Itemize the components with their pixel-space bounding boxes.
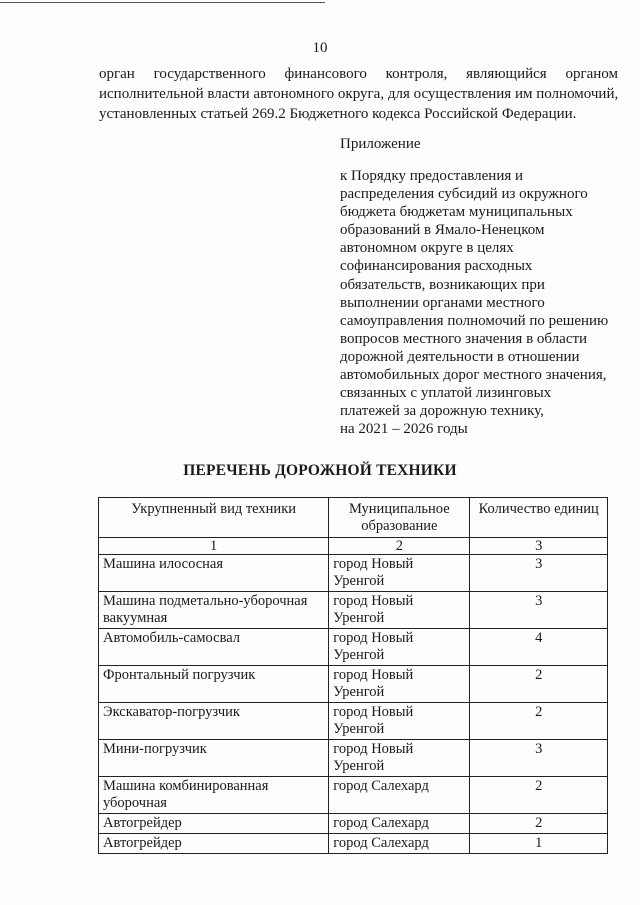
- document-title: ПЕРЕЧЕНЬ ДОРОЖНОЙ ТЕХНИКИ: [183, 462, 457, 479]
- table-row: [99, 555, 608, 592]
- column-number: 2: [329, 538, 470, 555]
- equipment-type-cell: Машина илососная: [99, 555, 329, 592]
- municipality-cell: город Новый Уренгой: [329, 666, 470, 703]
- equipment-type-cell: Автогрейдер: [99, 834, 329, 854]
- appendix-line: к Порядку предоставления и: [340, 168, 524, 184]
- header-quantity: Количество единиц: [470, 498, 608, 538]
- quantity-cell: 2: [470, 777, 608, 814]
- quantity-cell: 2: [470, 703, 608, 740]
- intro-line: установленных статьей 269.2 Бюджетного кодекса Российской Федерации.: [99, 106, 577, 122]
- page-number: 10: [312, 40, 328, 56]
- equipment-type-cell: Машина подметально-уборочная вакуумная: [99, 592, 329, 629]
- intro-paragraph: [99, 64, 618, 124]
- appendix-line: образований в Ямало-Ненецком: [340, 222, 545, 239]
- equipment-type-cell: Машина комбинированная уборочная: [99, 777, 329, 814]
- table-row: [99, 814, 608, 834]
- table-row: [99, 740, 608, 777]
- equipment-table: [98, 497, 608, 854]
- table-row: [99, 703, 608, 740]
- top-rule: [0, 2, 325, 3]
- appendix-line: выполнении органами местного: [340, 294, 545, 311]
- quantity-cell: 4: [470, 629, 608, 666]
- municipality-cell: город Салехард: [329, 834, 470, 854]
- appendix-line: платежей за дорожную технику,: [340, 403, 544, 420]
- municipality-cell: город Новый Уренгой: [329, 592, 470, 629]
- column-number: 3: [470, 538, 608, 555]
- appendix-line: автономном округе в целях: [340, 240, 514, 257]
- equipment-type-cell: Фронтальный погрузчик: [99, 666, 329, 703]
- equipment-type-cell: Автомобиль-самосвал: [99, 629, 329, 666]
- table-row: [99, 629, 608, 666]
- table-row: [99, 592, 608, 629]
- municipality-cell: город Новый Уренгой: [329, 740, 470, 777]
- header-municipality: Муниципальное образование: [329, 498, 470, 538]
- table-header-row: [99, 498, 608, 538]
- appendix-line: бюджета бюджетам муниципальных: [340, 204, 573, 221]
- municipality-cell: город Салехард: [329, 814, 470, 834]
- appendix-line: самоуправления полномочий по решению: [340, 312, 609, 329]
- quantity-cell: 3: [470, 740, 608, 777]
- quantity-cell: 1: [470, 834, 608, 854]
- table-row: [99, 666, 608, 703]
- intro-line: исполнительной власти автономного округа, для осуществления им полномочий,: [99, 86, 619, 102]
- municipality-cell: город Новый Уренгой: [329, 629, 470, 666]
- equipment-type-cell: Мини-погрузчик: [99, 740, 329, 777]
- intro-line: орган государственного финансового контроля, являющийся органом: [99, 66, 618, 82]
- appendix-body: [340, 167, 625, 438]
- appendix-line: софинансирования расходных: [340, 258, 533, 275]
- appendix-line: дорожной деятельности в отношении: [340, 348, 580, 365]
- appendix-line: автомобильных дорог местного значения,: [340, 367, 607, 384]
- quantity-cell: 3: [470, 555, 608, 592]
- appendix-line: вопросов местного значения в области: [340, 330, 588, 347]
- municipality-cell: город Новый Уренгой: [329, 555, 470, 592]
- appendix-line: распределения субсидий из окружного: [340, 186, 588, 203]
- quantity-cell: 2: [470, 666, 608, 703]
- municipality-cell: город Новый Уренгой: [329, 703, 470, 740]
- appendix-line: обязательств, возникающих при: [340, 276, 545, 293]
- appendix-title: Приложение: [340, 136, 421, 152]
- quantity-cell: 2: [470, 814, 608, 834]
- municipality-cell: город Салехард: [329, 777, 470, 814]
- table-row: [99, 834, 608, 854]
- table-row: [99, 777, 608, 814]
- header-equipment-type: Укрупненный вид техники: [99, 498, 329, 538]
- appendix-line: на 2021 – 2026 годы: [340, 421, 468, 438]
- column-number-row: [99, 538, 608, 555]
- quantity-cell: 3: [470, 592, 608, 629]
- column-number: 1: [99, 538, 329, 555]
- appendix-line: связанных с уплатой лизинговых: [340, 385, 552, 402]
- equipment-type-cell: Экскаватор-погрузчик: [99, 703, 329, 740]
- equipment-type-cell: Автогрейдер: [99, 814, 329, 834]
